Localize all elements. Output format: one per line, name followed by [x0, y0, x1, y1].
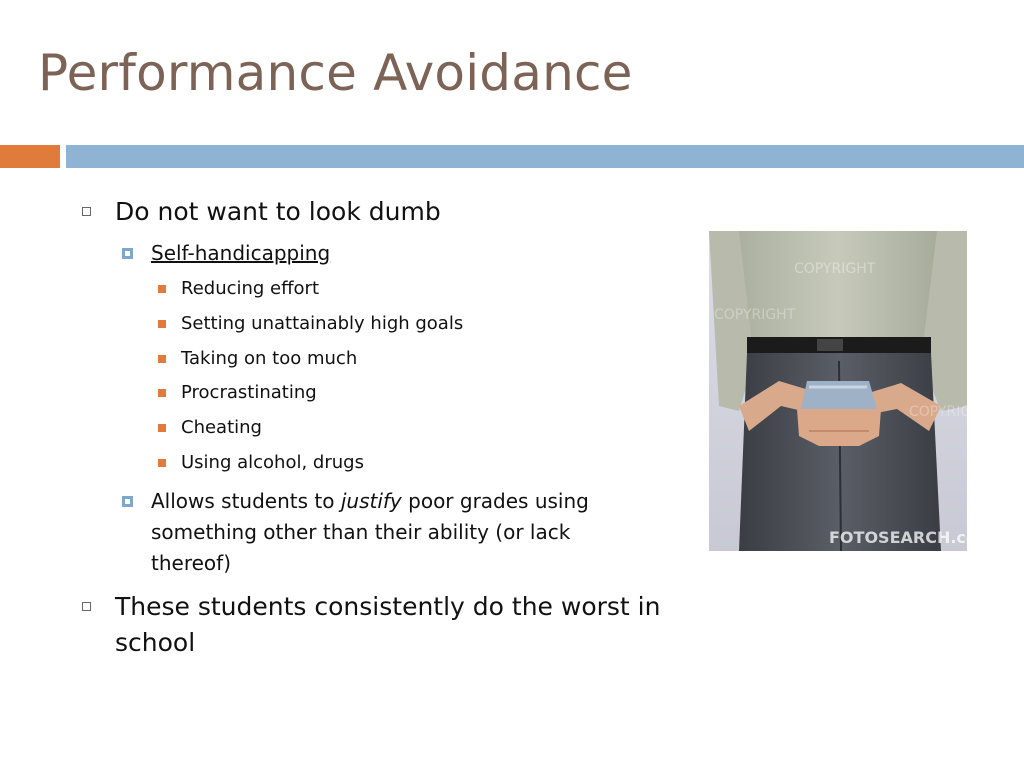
square-bullet-icon — [122, 248, 133, 259]
bullet-text-underlined: Self-handicapping — [151, 241, 331, 265]
bullet-text: Cheating — [181, 417, 262, 438]
bullet-level3 — [181, 311, 601, 337]
orange-square-bullet-icon — [158, 459, 166, 467]
bullet-text: Procrastinating — [181, 382, 317, 403]
hollow-square-bullet-icon — [82, 207, 91, 216]
bullet-level3 — [181, 346, 601, 372]
bullet-text: Taking on too much — [181, 348, 358, 369]
bullet-level1 — [115, 194, 675, 230]
bullet-level3 — [181, 276, 601, 302]
bullet-level2 — [151, 238, 651, 269]
bullet-text-emphasis: justify — [340, 489, 402, 513]
watermark-logo: FOTOSEARCH.com — [829, 528, 994, 547]
bullet-text: Do not want to look dumb — [115, 197, 441, 226]
bullet-level1 — [115, 589, 675, 661]
bullet-text: Using alcohol, drugs — [181, 452, 364, 473]
watermark-text: COPYRIGHT — [714, 307, 796, 323]
slide-title: Performance Avoidance — [38, 44, 633, 102]
bullet-level3 — [181, 380, 601, 406]
orange-square-bullet-icon — [158, 355, 166, 363]
bullet-text: Reducing effort — [181, 278, 320, 299]
watermark-text: COPYRIGHT — [794, 261, 876, 277]
bullet-text: Setting unattainably high goals — [181, 313, 464, 334]
bullet-text: These students consistently do the worst in school — [115, 592, 661, 657]
orange-square-bullet-icon — [158, 389, 166, 397]
photo-man-hands-taped — [709, 231, 994, 551]
hollow-square-bullet-icon — [82, 602, 91, 611]
orange-square-bullet-icon — [158, 424, 166, 432]
bullet-level3 — [181, 450, 601, 476]
square-bullet-icon — [122, 496, 133, 507]
orange-square-bullet-icon — [158, 320, 166, 328]
orange-square-bullet-icon — [158, 285, 166, 293]
bullet-level2 — [151, 486, 651, 579]
photo-illustration — [709, 231, 994, 551]
watermark-text: COPYRIGHT — [909, 404, 991, 420]
bullet-text: poor grades using something other than their ability (or lack thereof) — [151, 489, 589, 575]
bullet-text: Allows students to — [151, 489, 341, 513]
bullet-level3 — [181, 415, 601, 441]
